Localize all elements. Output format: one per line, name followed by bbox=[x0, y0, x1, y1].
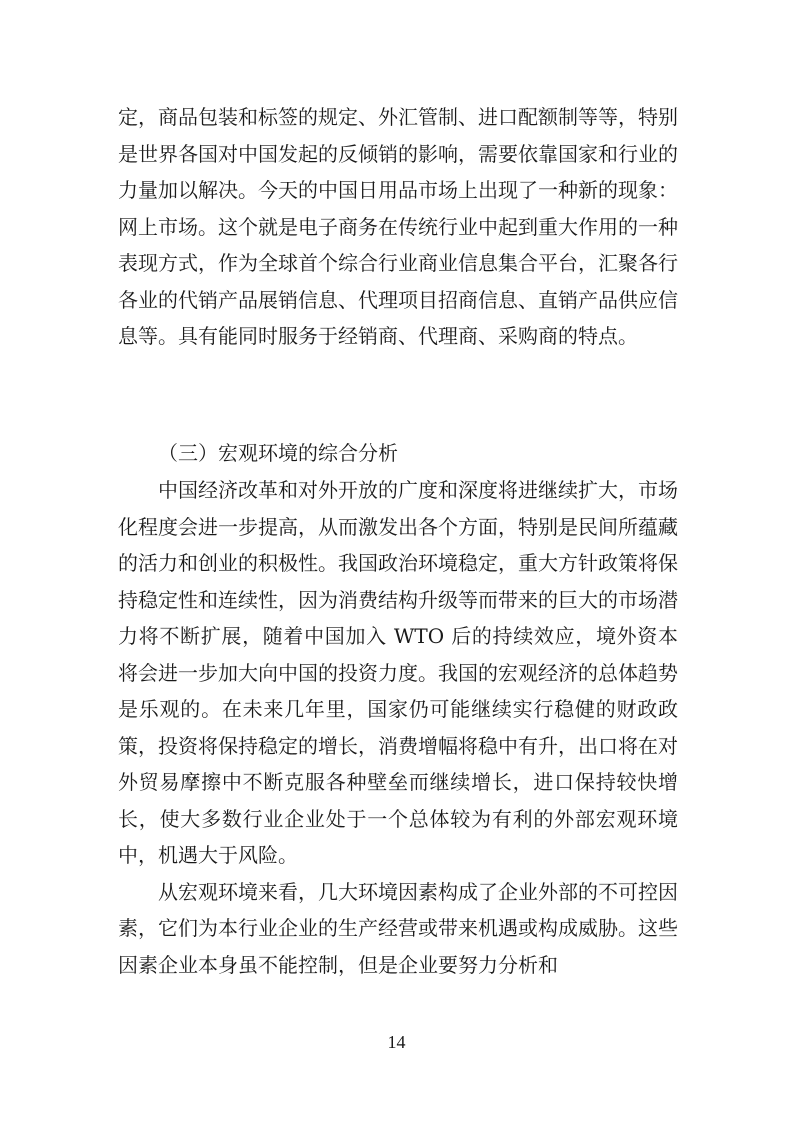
paragraph-continued: 定，商品包装和标签的规定、外汇管制、进口配额制等等，特别是世界各国对中国发起的反倾销的影响，需要依靠国家和行业的力量加以解决。今天的中国日用品市场上出现了一种新的现象：网上市场。这个就是电子商务在传统行业中起到重大作用的一种表现方式，作为全球首个综合行业商业信息集合平台，汇聚各行各业的代销产品展销信息、代理项目招商信息、直销产品供应信息等。具有能同时服务于经销商、代理商、采购商的特点。 bbox=[118, 105, 678, 348]
body-text-top bbox=[118, 99, 678, 355]
page-number: 14 bbox=[387, 1032, 406, 1052]
paragraph-macro-environment: 中国经济改革和对外开放的广度和深度将进继续扩大，市场化程度会进一步提高，从而激发出各个方面，特别是民间所蕴藏的活力和创业的积极性。我国政治环境稳定，重大方针政策将保持稳定性和连续性，因为消费结构升级等而带来的巨大的市场潜力将不断扩展，随着中国加入 WTO 后的持续效应，境外资本将会进一步加大向中国的投资力度。我国的宏观经济的总体趋势是乐观的。在未来几年里，国家仍可能继续实行稳健的财政政策，投资将保持稳定的增长，消费增幅将稳中有升，出口将在对外贸易摩擦中不断克服各种壁垒而继续增长，进口保持较快增长，使大多数行业企业处于一个总体较为有利的外部宏观环境中，机遇大于风险。 bbox=[118, 478, 678, 867]
section-heading: （三）宏观环境的综合分析 bbox=[158, 441, 398, 465]
body-text-bottom bbox=[118, 472, 678, 983]
paragraph-uncontrollable-factors: 从宏观环境来看，几大环境因素构成了企业外部的不可控因素，它们为本行业企业的生产经营或带来机遇或构成威胁。这些因素企业本身虽不能控制，但是企业要努力分析和 bbox=[118, 879, 678, 977]
